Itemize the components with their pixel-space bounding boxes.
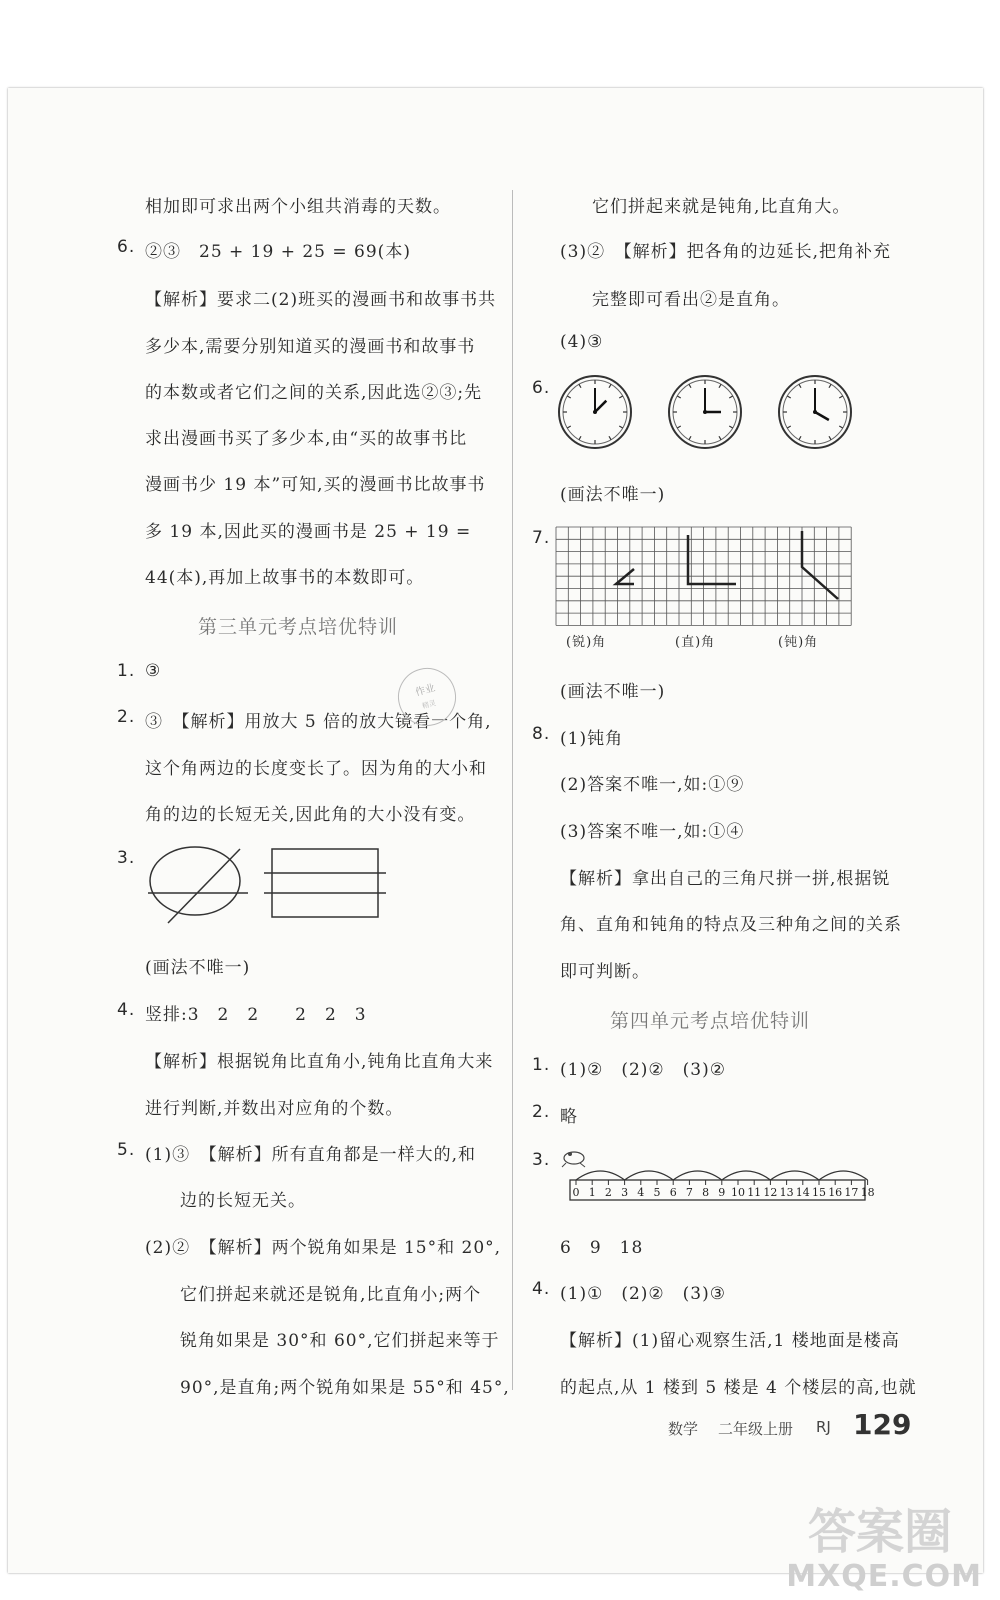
number-line-tick-label: 14 — [795, 1186, 810, 1199]
svg-text:作业: 作业 — [414, 682, 437, 699]
number-line-tick-label: 2 — [604, 1186, 612, 1199]
grid-label-acute: (锐)角 — [566, 635, 607, 650]
answer-line: (1)① (2)② (3)③ — [560, 1284, 726, 1304]
answer-line: (画法不唯一) — [560, 485, 666, 505]
question-number: 3. — [532, 1150, 551, 1170]
number-line-tick-label: 13 — [779, 1186, 794, 1199]
question-number: 3. — [117, 848, 136, 868]
answer-line: 44(本),再加上故事书的本数即可。 — [145, 568, 425, 588]
answer-line: (1)② (2)② (3)② — [560, 1060, 726, 1080]
answer-line: 【解析】要求二(2)班买的漫画书和故事书共 — [145, 290, 497, 310]
answer-line: (2)答案不唯一,如:①⑨ — [560, 775, 745, 795]
answer-line: 它们拼起来就是钝角,比直角大。 — [592, 197, 851, 217]
answer-line: 进行判断,并数出对应角的个数。 — [145, 1099, 404, 1119]
answer-line: 的本数或者它们之间的关系,因此选②③;先 — [145, 383, 483, 403]
footer-subject: 数学 — [668, 1420, 699, 1438]
grid-label-obtuse: (钝)角 — [778, 635, 819, 650]
page-number: 129 — [853, 1408, 912, 1441]
angle-grid — [556, 527, 856, 627]
question-number: 8. — [532, 724, 551, 744]
answer-line: (1)③ 【解析】所有直角都是一样大的,和 — [145, 1145, 476, 1165]
footer-grade: 二年级上册 — [718, 1420, 794, 1438]
watermark-logo — [808, 1500, 978, 1560]
number-line-tick-label: 7 — [685, 1186, 693, 1199]
clock-icon — [779, 376, 851, 448]
number-line-tick-label: 18 — [860, 1186, 875, 1199]
question-number: 7. — [532, 528, 551, 548]
answer-line: 求出漫画书买了多少本,由“买的故事书比 — [145, 429, 468, 449]
answer-line: 的起点,从 1 楼到 5 楼是 4 个楼层的高,也就 — [560, 1378, 917, 1398]
unit3-heading: 第三单元考点培优特训 — [198, 616, 399, 638]
answer-line: 【解析】拿出自己的三角尺拼一拼,根据锐 — [560, 869, 891, 889]
svg-text:精灵: 精灵 — [421, 699, 437, 711]
question-number: 4. — [532, 1279, 551, 1299]
frog-icon — [562, 1152, 585, 1167]
question-number: 2. — [117, 707, 136, 727]
question-number: 2. — [532, 1102, 551, 1122]
answer-line: 锐角如果是 30°和 60°,它们拼起来等于 — [180, 1331, 500, 1351]
answer-line: ③ 【解析】用放大 5 倍的放大镜看一个角, — [145, 712, 492, 732]
answer-line: 它们拼起来就还是锐角,比直角小;两个 — [180, 1285, 482, 1305]
answer-line: 略 — [560, 1107, 578, 1127]
number-line-tick-label: 5 — [653, 1186, 661, 1199]
number-line-tick-label: 17 — [844, 1186, 859, 1199]
answer-line: 边的长短无关。 — [180, 1191, 306, 1211]
question-number: 1. — [532, 1055, 551, 1075]
question-number: 6. — [117, 237, 136, 257]
answer-line: 即可判断。 — [560, 962, 650, 982]
question-number: 4. — [117, 1000, 136, 1020]
number-line-tick-label: 0 — [572, 1186, 580, 1199]
grid-label-right: (直)角 — [675, 635, 716, 650]
unit4-heading: 第四单元考点培优特训 — [610, 1010, 811, 1032]
answer-line: 这个角两边的长度变长了。因为角的大小和 — [145, 759, 487, 779]
answer-line: ③ — [145, 661, 162, 681]
number-line-tick-label: 6 — [669, 1186, 677, 1199]
number-line-tick-label: 11 — [747, 1186, 762, 1199]
watermark-url: MXQE.COM — [786, 1559, 982, 1594]
number-line-tick-label: 15 — [812, 1186, 826, 1199]
clock-icon — [559, 376, 631, 448]
clock-icon — [669, 376, 741, 448]
answer-line: 【解析】根据锐角比直角小,钝角比直角大来 — [145, 1052, 494, 1072]
answer-line: 漫画书少 19 本”可知,买的漫画书比故事书 — [145, 475, 486, 495]
number-line-tick-label: 3 — [621, 1186, 629, 1199]
answer-line: 90°,是直角;两个锐角如果是 55°和 45°, — [180, 1378, 510, 1398]
answer-line: 多少本,需要分别知道买的漫画书和故事书 — [145, 337, 476, 357]
answer-line: (画法不唯一) — [145, 958, 251, 978]
answer-line: 6 9 18 — [560, 1238, 644, 1258]
circle-rectangle-figure — [148, 843, 388, 928]
answer-line: (4)③ — [560, 332, 604, 352]
answer-line: (画法不唯一) — [560, 682, 666, 702]
question-number: 6. — [532, 378, 551, 398]
number-line — [562, 1148, 875, 1204]
question-number: 5. — [117, 1140, 136, 1160]
answer-line: ②③ 25 + 19 + 25 = 69(本) — [145, 242, 411, 262]
svg-text:答案圈: 答案圈 — [808, 1504, 953, 1560]
answer-line: 完整即可看出②是直角。 — [592, 290, 790, 310]
answer-line: (1)钝角 — [560, 729, 624, 749]
answer-line: (2)② 【解析】两个锐角如果是 15°和 20°, — [145, 1238, 502, 1258]
answer-line: 多 19 本,因此买的漫画书是 25 + 19 = — [145, 522, 472, 542]
answer-line: 角的边的长短无关,因此角的大小没有变。 — [145, 805, 476, 825]
number-line-tick-label: 1 — [588, 1186, 596, 1199]
number-line-tick-label: 12 — [763, 1186, 778, 1199]
answer-line: 相加即可求出两个小组共消毒的天数。 — [145, 197, 451, 217]
number-line-tick-label: 8 — [702, 1186, 710, 1199]
number-line-tick-label: 10 — [731, 1186, 745, 1199]
answer-line: 角、直角和钝角的特点及三种角之间的关系 — [560, 915, 902, 935]
answer-line: (3)② 【解析】把各角的边延长,把角补充 — [560, 242, 891, 262]
answer-line: 【解析】(1)留心观察生活,1 楼地面是楼高 — [560, 1331, 900, 1351]
question-number: 1. — [117, 661, 136, 681]
number-line-tick-label: 16 — [828, 1186, 843, 1199]
number-line-tick-label: 4 — [637, 1186, 645, 1199]
answer-line: 竖排:3 2 2 2 2 3 — [145, 1005, 367, 1025]
column-divider — [512, 190, 513, 1390]
footer-edition: RJ — [816, 1418, 831, 1436]
clock-figures — [557, 372, 857, 452]
answer-line: (3)答案不唯一,如:①④ — [560, 822, 745, 842]
number-line-tick-label: 9 — [718, 1186, 726, 1199]
